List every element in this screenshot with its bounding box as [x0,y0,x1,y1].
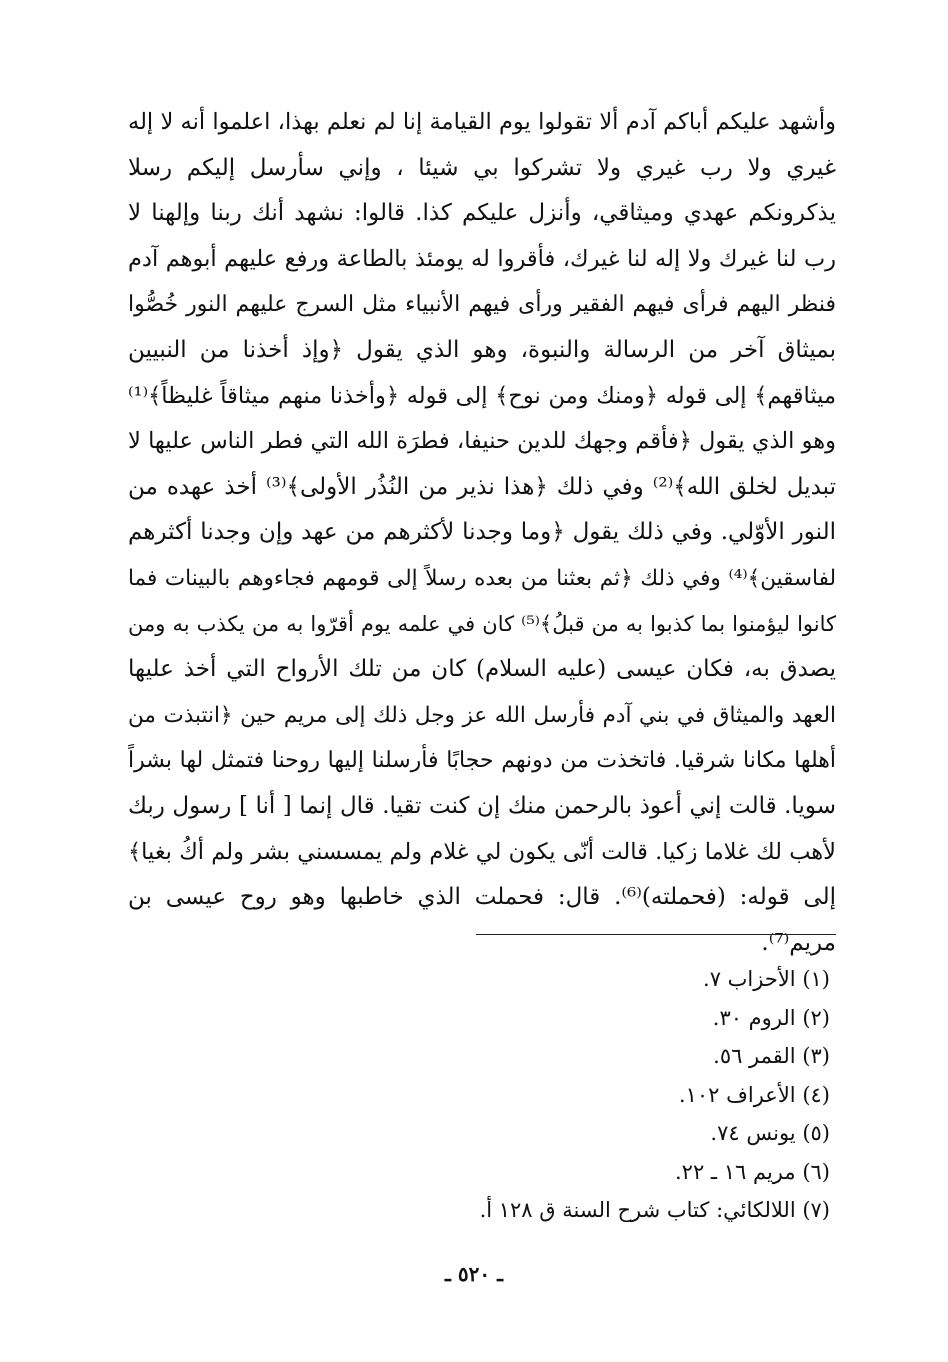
footnote-item: (٥) يونس ٧٤. [710,1121,830,1145]
footnote-separator [476,934,836,935]
main-text-block [128,100,836,966]
text-line: النور الأوّلي. وفي ذلك يقول ﴿وما وجدنا لأكثرهم من عهد وإن وجدنا أكثرهم [128,519,836,546]
footnotes-block [380,960,830,1230]
footnote-item: (٤) الأعراف ١٠٢. [678,1082,830,1107]
text-line: أهلها مكانا شرقيا. فاتخذت من دونهم حجابًا فأرسلنا إليها روحنا فتمثل لها بشراً [128,748,836,774]
text-line: لفاسقين﴾⁽⁴⁾ وفي ذلك ﴿ثم بعثنا من بعده رسلاً إلى قومهم فجاءوهم بالبينات فما [128,565,836,591]
footnote-item: (٦) مريم ١٦ ـ ٢٢. [674,1159,830,1184]
text-line: غيري ولا رب غيري ولا تشركوا بي شيئا ، وإني سأرسل إليكم رسلا [128,154,836,181]
text-line: وأشهد عليكم أباكم آدم ألا تقولوا يوم القيامة إنا لم نعلم بهذا، اعلموا أنه لا إله [128,109,836,135]
text-line-last: مريم⁽⁷⁾. [761,929,836,956]
footnote-item: (٣) القمر ٥٦. [713,1044,830,1068]
text-line: فنظر اليهم فرأى فيهم الفقير ورأى فيهم الأنبياء مثل السرج عليهم النور خُصُّوا [128,292,836,318]
footnote-item: (٧) اللالكائي: كتاب شرح السنة ق ١٢٨ أ. [479,1198,830,1222]
footnote-item: (٢) الروم ٣٠. [712,1005,830,1030]
text-line: يصدق به، فكان عيسى (عليه السلام) كان من تلك الأرواح التي أخذ عليها [128,656,836,683]
text-line: ميثاقهم﴾ إلى قوله ﴿ومنك ومن نوح﴾ إلى قوله ﴿وأخذنا منهم ميثاقاً غليظاً﴾⁽¹⁾ [128,382,836,409]
text-line: لأهب لك غلاما زكيا. قالت أنّى يكون لي غلام ولم يمسسني بشر ولم أكُ بغيا﴾ [128,838,836,865]
text-line: رب لنا غيرك ولا إله لنا غيرك، فأقروا له يومئذ بالطاعة ورفع عليهم أبوهم آدم [128,245,836,272]
text-line: يذكرونكم عهدي وميثاقي، وأنزل عليكم كذا. قالوا: نشهد أنك ربنا وإلهنا لا [128,200,836,227]
text-line: العهد والميثاق في بني آدم فأرسل الله عز وجل ذلك إلى مريم حين ﴿انتبذت من [128,702,836,728]
page-number: ـ ٥٢٠ ـ [445,1262,503,1286]
text-line: إلى قوله: (فحملته)⁽⁶⁾. قال: فحملت الذي خاطبها وهو روح عيسى بن [128,884,836,911]
text-line: سويا. قالت إني أعوذ بالرحمن منك إن كنت تقيا. قال إنما [ أنا ] رسول ربك [128,792,836,819]
text-line: بميثاق آخر من الرسالة والنبوة، وهو الذي يقول ﴿وإذ أخذنا من النبيين [128,336,836,363]
text-line: كانوا ليؤمنوا بما كذبوا به من قبلُ﴾⁽⁵⁾ كان في علمه يوم أقرّوا به من يكذب به ومن [128,611,836,636]
text-line: وهو الذي يقول ﴿فأقم وجهك للدين حنيفا، فطرَة الله التي فطر الناس عليها لا [128,428,836,455]
footnote-item: (١) الأحزاب ٧. [703,967,830,991]
text-line: تبديل لخلق الله﴾⁽²⁾ وفي ذلك ﴿هذا نذير من النُذُر الأولى﴾⁽³⁾ أخذ عهده من [128,473,836,500]
